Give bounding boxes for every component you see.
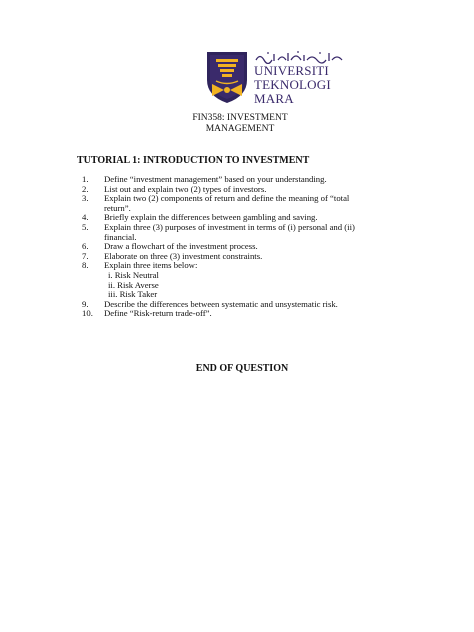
question-text: Define “investment management” based on your understanding. [104,174,327,184]
question-text: Draw a flowchart of the investment process. [104,241,258,252]
question-item [82,309,392,319]
university-logo [204,50,344,108]
question-number: 1. [82,174,89,184]
sub-item: iii. Risk Taker [108,289,158,300]
question-number: 5. [82,221,89,232]
arabic-script-logotype [254,50,344,64]
question-number: 6. [82,241,89,252]
end-of-question: END OF QUESTION [195,363,289,374]
question-list [82,175,392,319]
tutorial-heading: TUTORIAL 1: INTRODUCTION TO INVESTMENT [77,155,310,166]
question-number: 3. [82,193,89,204]
university-crest-icon [204,50,250,104]
question-text: return”. [104,202,131,213]
question-text: List out and explain two (2) types of investors. [104,183,267,194]
question-number: 7. [82,250,89,261]
university-name-line: MARA [254,91,294,106]
question-text: financial. [104,231,137,242]
question-number: 10. [82,308,93,319]
question-text: Briefly explain the differences between gambling and saving. [104,212,318,223]
question-item [82,194,392,213]
sub-item: i. Risk Neutral [108,269,159,280]
university-name-line: UNIVERSITI [254,63,329,78]
university-name-line: TEKNOLOGI [254,77,331,92]
university-name [254,64,331,106]
question-number: 4. [82,212,89,223]
sub-item: ii. Risk Averse [108,279,159,290]
question-text: Explain three items below: [104,260,198,271]
course-name: MANAGEMENT [205,124,275,134]
question-number: 2. [82,183,89,194]
question-number: 8. [82,260,89,271]
question-number: 9. [82,298,89,309]
question-text: Elaborate on three (3) investment constraints. [104,250,263,261]
course-title [190,113,290,135]
course-code: FIN358: INVESTMENT [192,113,288,123]
question-text: Explain two (2) components of return and define the meaning of “total [104,193,350,204]
question-text: Explain three (3) purposes of investment in terms of (i) personal and (ii) [104,221,355,232]
question-item [82,223,392,242]
question-text: Describe the differences between systematic and unsystematic risk. [104,298,338,309]
question-item [82,261,392,299]
sub-item-list [104,271,392,300]
question-text: Define “Risk-return trade-off”. [104,308,212,319]
